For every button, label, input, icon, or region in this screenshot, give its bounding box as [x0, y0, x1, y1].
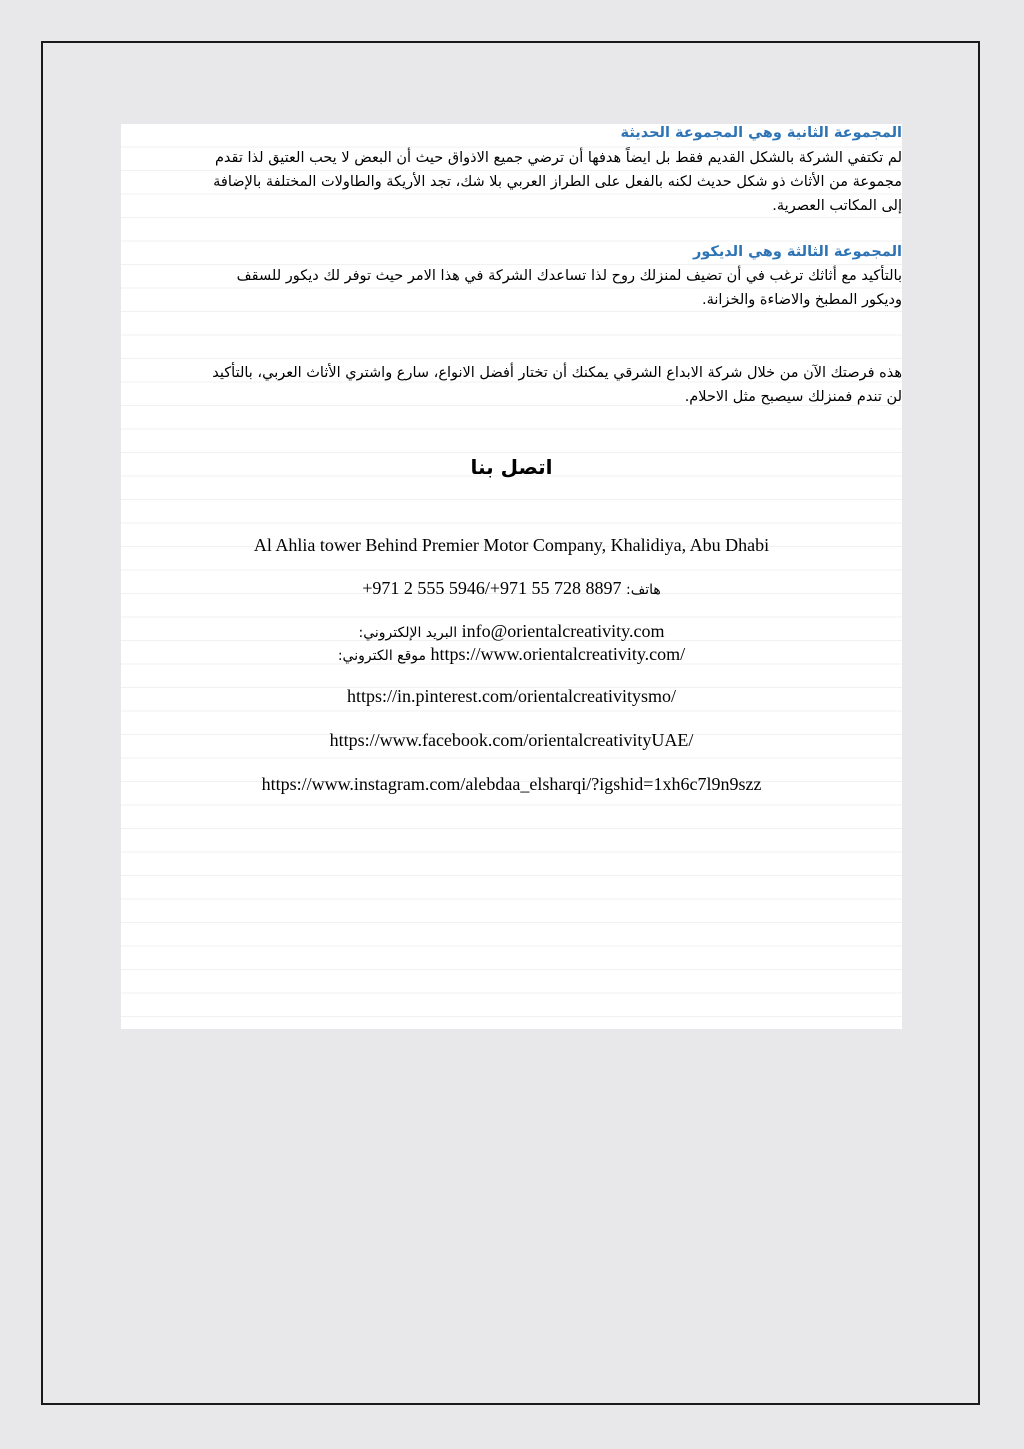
email-label: البريد الإلكتروني:: [358, 625, 458, 641]
contact-title: اتصل بنا: [470, 455, 553, 479]
instagram-link[interactable]: https://www.instagram.com/alebdaa_elsharqi/?igshid=1xh6c7l9n9szz: [261, 774, 762, 794]
section2-line-3: إلى المكاتب العصرية.: [772, 198, 902, 214]
email-link[interactable]: info@orientalcreativity.com: [461, 621, 665, 641]
facebook-link[interactable]: https://www.facebook.com/orientalcreativityUAE/: [329, 730, 694, 750]
section3-heading: المجموعة الثالثة وهي الديكور: [692, 244, 902, 260]
section3-line-1: بالتأكيد مع أثاثك ترغب في أن تضيف لمنزلك روح لذا تساعدك الشركة في هذا الامر حيث توفر لك ديكور للسقف: [236, 268, 902, 284]
section2-heading: المجموعة الثانية وهي المجموعة الحديثة: [620, 125, 902, 141]
contact-website: [121, 644, 902, 665]
contact-email: [121, 621, 902, 642]
phone-value[interactable]: +971 2 555 5946/+971 55 728 8897: [362, 578, 622, 598]
closing-line-1: هذه فرصتك الآن من خلال شركة الابداع الشرقي يمكنك أن تختار أفضل الانواع، سارع واشتري الأثاث العربي، بالتأكيد: [212, 365, 902, 381]
phone-label: هاتف:: [626, 582, 661, 598]
closing-line-2: لن تندم فمنزلك سيصبح مثل الاحلام.: [684, 389, 902, 405]
section2-line-1: لم تكتفي الشركة بالشكل القديم فقط بل ايضاً هدفها أن ترضي جميع الاذواق حيث أن البعض لا يحب العتيق لذا تقدم: [214, 150, 902, 166]
contact-phone: [121, 578, 902, 599]
section3-line-2: وديكور المطبخ والاضاءة والخزانة.: [702, 292, 902, 308]
website-link[interactable]: https://www.orientalcreativity.com/: [430, 644, 686, 664]
website-label: موقع الكتروني:: [337, 648, 427, 664]
section2-line-2: مجموعة من الأثاث ذو شكل حديث لكنه بالفعل على الطراز العربي بلا شك، تجد الأريكة والطاولات المختلفة بالإضافة: [213, 174, 902, 190]
pinterest-link[interactable]: https://in.pinterest.com/orientalcreativitysmo/: [347, 686, 676, 706]
contact-address: Al Ahlia tower Behind Premier Motor Company, Khalidiya, Abu Dhabi: [253, 535, 770, 555]
